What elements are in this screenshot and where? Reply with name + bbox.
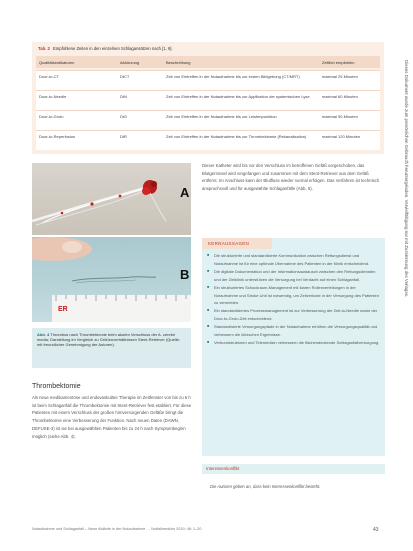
table-header-cell: Zeitlich empfohlen xyxy=(322,59,355,65)
table-cell: DtN xyxy=(120,94,127,99)
svg-text:ER: ER xyxy=(58,306,68,313)
table-cell: DtR xyxy=(120,134,127,139)
table-header-cell: Beschreibung xyxy=(166,59,191,65)
table-cell: Door-to-Groin xyxy=(39,114,64,119)
table-row xyxy=(36,90,380,110)
list-item: ■ Ein strukturiertes Schockraum-Management mit klaren Rollenverteilungen in der Notaufnahme und Stroke Unit ist notwendig, um Zeitverluste in der Versorgung des Patienten zu vermeiden. xyxy=(206,284,380,308)
interest-conflict-text: Die Autoren geben an, dass kein Interessenkonflikt besteht. xyxy=(210,484,321,489)
table-cell: maximal 90 Minuten xyxy=(322,114,358,119)
table-cell: Zeit von Eintreffen in der Notaufnahme bis zur Thrombektomie (Rekanalisation) xyxy=(166,134,307,139)
key-statements-list xyxy=(206,252,380,347)
right-body-text: Dieser Katheter wird bis vor den Verschluss im betroffenen Gefäß vorgeschoben, das Blutgerinnsel wird eingefangen und zusammen mit dem Stent-Retriever aus dem Gefäß entfernt. Im Anschluss kann der Blutfluss wieder normal erfolgen. Das Verfahren ist technisch anspruchsvoll und für ausgewählte Schlaganfälle (Abb. 5). xyxy=(202,163,380,192)
figure-caption-label: Abb. 4 xyxy=(37,332,50,337)
recommended-times-table xyxy=(32,42,384,154)
table-cell: Zeit von Eintreffen in der Notaufnahme bis zur Applikation der systemischen Lyse xyxy=(166,94,310,99)
thrombus-photo-a xyxy=(32,163,191,235)
interest-conflict-heading: Interessenkonflikt xyxy=(202,464,385,474)
thrombus-photo-b xyxy=(32,237,191,322)
table-caption-label: Tab. 2 xyxy=(38,46,50,51)
list-item: ■ Standardisierte Versorgungspfade in der Notaufnahme erhöhen die Versorgungsqualität und verbessern die klinischen Ergebnisse. xyxy=(206,323,380,339)
table-cell: Zeit von Eintreffen in der Notaufnahme bis zur ersten Bildgebung (CT/MRT) xyxy=(166,74,300,79)
list-item: ■ Die strukturierte und standardisierte Kommunikation zwischen Rettungsdienst und Notaufnahme ist für eine optimale Übernahme des Patienten in der Klinik entscheidend. xyxy=(206,252,380,268)
table-header-cell: Qualitätsindikatoren xyxy=(39,59,75,65)
list-item: ■ Die digitale Dokumentation und der Informationsaustausch zwischen den Rettungsdiensten und der Zielklinik unterstützen die Versorgung bei Verdacht auf einen Schlaganfall. xyxy=(206,268,380,284)
table-caption xyxy=(38,46,173,51)
side-copyright-note xyxy=(401,60,409,530)
table-header-row xyxy=(36,56,380,68)
table-row xyxy=(36,130,380,150)
table-cell: Door-to-Reperfusion xyxy=(39,134,76,139)
table-cell: Door-to-CT xyxy=(39,74,60,79)
table-cell: DtCT xyxy=(120,74,130,79)
figure-label-a: A xyxy=(180,185,190,200)
table-cell: DtG xyxy=(120,114,128,119)
table-cell: Zeit von Eintreffen in der Notaufnahme bis zur Leistenpunktion xyxy=(166,114,277,119)
stent-thrombus-image xyxy=(32,163,191,235)
list-item: ■ Ein standardisiertes Prozessmanagement ist zur Verbesserung der Zeit-to-Needle sowie der Door-to-Groin-Zeit entscheidend. xyxy=(206,307,380,323)
footer-citation: Notaufnahme und Schlaganfall – Neue Abläufe in der Notaufnahme … Notfallmedizin 2019; 46: 1–20 xyxy=(32,527,202,531)
figure-caption xyxy=(32,328,191,368)
key-statements-box xyxy=(202,238,385,456)
table-cell: Door-to-Needle xyxy=(39,94,67,99)
table-row xyxy=(36,110,380,130)
figure-label-b: B xyxy=(180,267,190,282)
table-cell: maximal 25 Minuten xyxy=(322,74,358,79)
table-cell: maximal 120 Minuten xyxy=(322,134,361,139)
page-number: 43 xyxy=(373,527,379,533)
side-copyright-text: Dieses Dokument wurde zum persönlichen Gebrauch heruntergeladen. Vervielfältigung nur mit Zustimmung des Verlages. xyxy=(404,60,409,298)
table-caption-text: Empfohlene Zeiten in den einzelnen Schlagansätzen nach [1, 9]. xyxy=(52,46,173,51)
table-header-cell: Abkürzung xyxy=(120,59,140,65)
left-body-text: Als neue medikamentöse und endovaskuläre Therapie im Zeitfenster von bis zu 6 h ist beim Schlaganfall die Thrombektomie mit Stent-Retriever fest etabliert. Für diese Patienten mit einem Verschluss der großen hirnversorgenden Gefäße bringt die Thrombektomie eine Verbesserung der Funktion. Nach neuen Daten (DAWN, DEFUSE-3) ist sie bei ausgewählten Patienten bis zu 24 h nach Symptombeginn möglich (siehe Abb. 4). xyxy=(32,395,192,439)
finger-ruler-image xyxy=(32,237,191,322)
list-item: ■ Verbundstrukturen und Telemedizin verbessern die flächendeckende Schlaganfallversorgung. xyxy=(206,339,380,347)
key-statements-title: KERNAUSSAGEN xyxy=(202,238,272,249)
figure-caption-text: Thrombus nach Thrombektomie beim akuten Verschluss der A. cerebri media; Darstellung im Vergleich zu Größenverhältnissen Stent-Retriever (Quelle: mit freundlicher Genehmigung der Autoren). xyxy=(37,332,180,348)
section-heading-thrombektomie: Thrombektomie xyxy=(32,383,81,390)
table-cell: maximal 60 Minuten xyxy=(322,94,358,99)
table-row xyxy=(36,70,380,90)
